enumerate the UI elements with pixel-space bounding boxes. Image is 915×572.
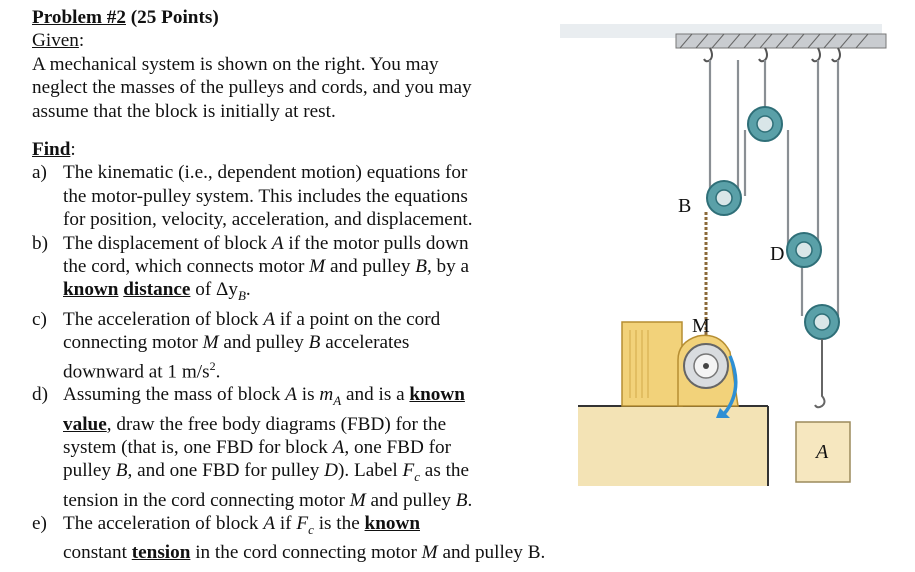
find-heading-line: Find: — [32, 139, 76, 161]
item-label-a: a) — [32, 162, 47, 184]
item-label-b: b) — [32, 232, 48, 254]
given-label: Given — [32, 30, 79, 52]
problem-text — [32, 6, 622, 565]
emphasis-known: known — [63, 279, 119, 301]
label-m: M — [692, 315, 710, 337]
label-b: B — [678, 195, 692, 217]
label-d: D — [770, 243, 785, 265]
pulley-d — [787, 233, 821, 267]
problem-heading: Problem #2 — [32, 7, 126, 28]
find-list — [32, 161, 622, 564]
item-label-e: e) — [32, 513, 47, 534]
ground — [578, 406, 768, 486]
problem-heading-line — [32, 6, 622, 29]
given-line-2: neglect the masses of the pulleys and cords, and you may — [32, 77, 472, 99]
motor-m — [622, 322, 738, 406]
item-label-c: c) — [32, 308, 47, 330]
pulley-system-figure — [560, 20, 900, 500]
find-label: Find — [32, 139, 71, 161]
given-heading-line: Given: — [32, 30, 85, 52]
ceiling — [676, 34, 886, 48]
given-line-1: A mechanical system is shown on the right. You may — [32, 53, 439, 75]
find-item-b: b) The displacement of block A if the motor pulls down the cord, which connects motor M and pulley B, by a known distance of $\Delta y_B$. — [32, 232, 470, 304]
block-hook — [815, 339, 825, 407]
find-item-e: e) The acceleration of block A if $F_c$ is the known constant tension in the cord connecting motor M and pulley B. — [32, 513, 546, 564]
item-label-d: d) — [32, 384, 48, 406]
problem-points: (25 Points) — [125, 7, 219, 28]
ceiling-hooks — [704, 48, 840, 61]
pulley-top — [748, 107, 782, 141]
pulley-b — [707, 181, 741, 215]
label-a: A — [816, 441, 829, 463]
find-item-d: d) Assuming the mass of block A is $m_A$ and is a known value, draw the free body diagrams (FBD) for the system (that is, one FBD for block A, one FBD for pulley B, and one FBD for pulley D). Label $F_c$ as the tension in the cord connecting motor M and pulley B. — [32, 384, 473, 511]
emphasis-distance: distance — [123, 279, 191, 301]
given-line-3: assume that the block is initially at rest. — [32, 100, 336, 122]
find-item-a: a) The kinematic (i.e., dependent motion) equations for the motor-pulley system. This includes the equations for position, velocity, acceleration, and displacement. — [32, 162, 473, 231]
pulley-lower — [805, 305, 839, 339]
find-item-c: c) The acceleration of block A if a point on the cord connecting motor M and pulley B accelerates downward at 1 $m/s^2$. — [32, 308, 441, 382]
